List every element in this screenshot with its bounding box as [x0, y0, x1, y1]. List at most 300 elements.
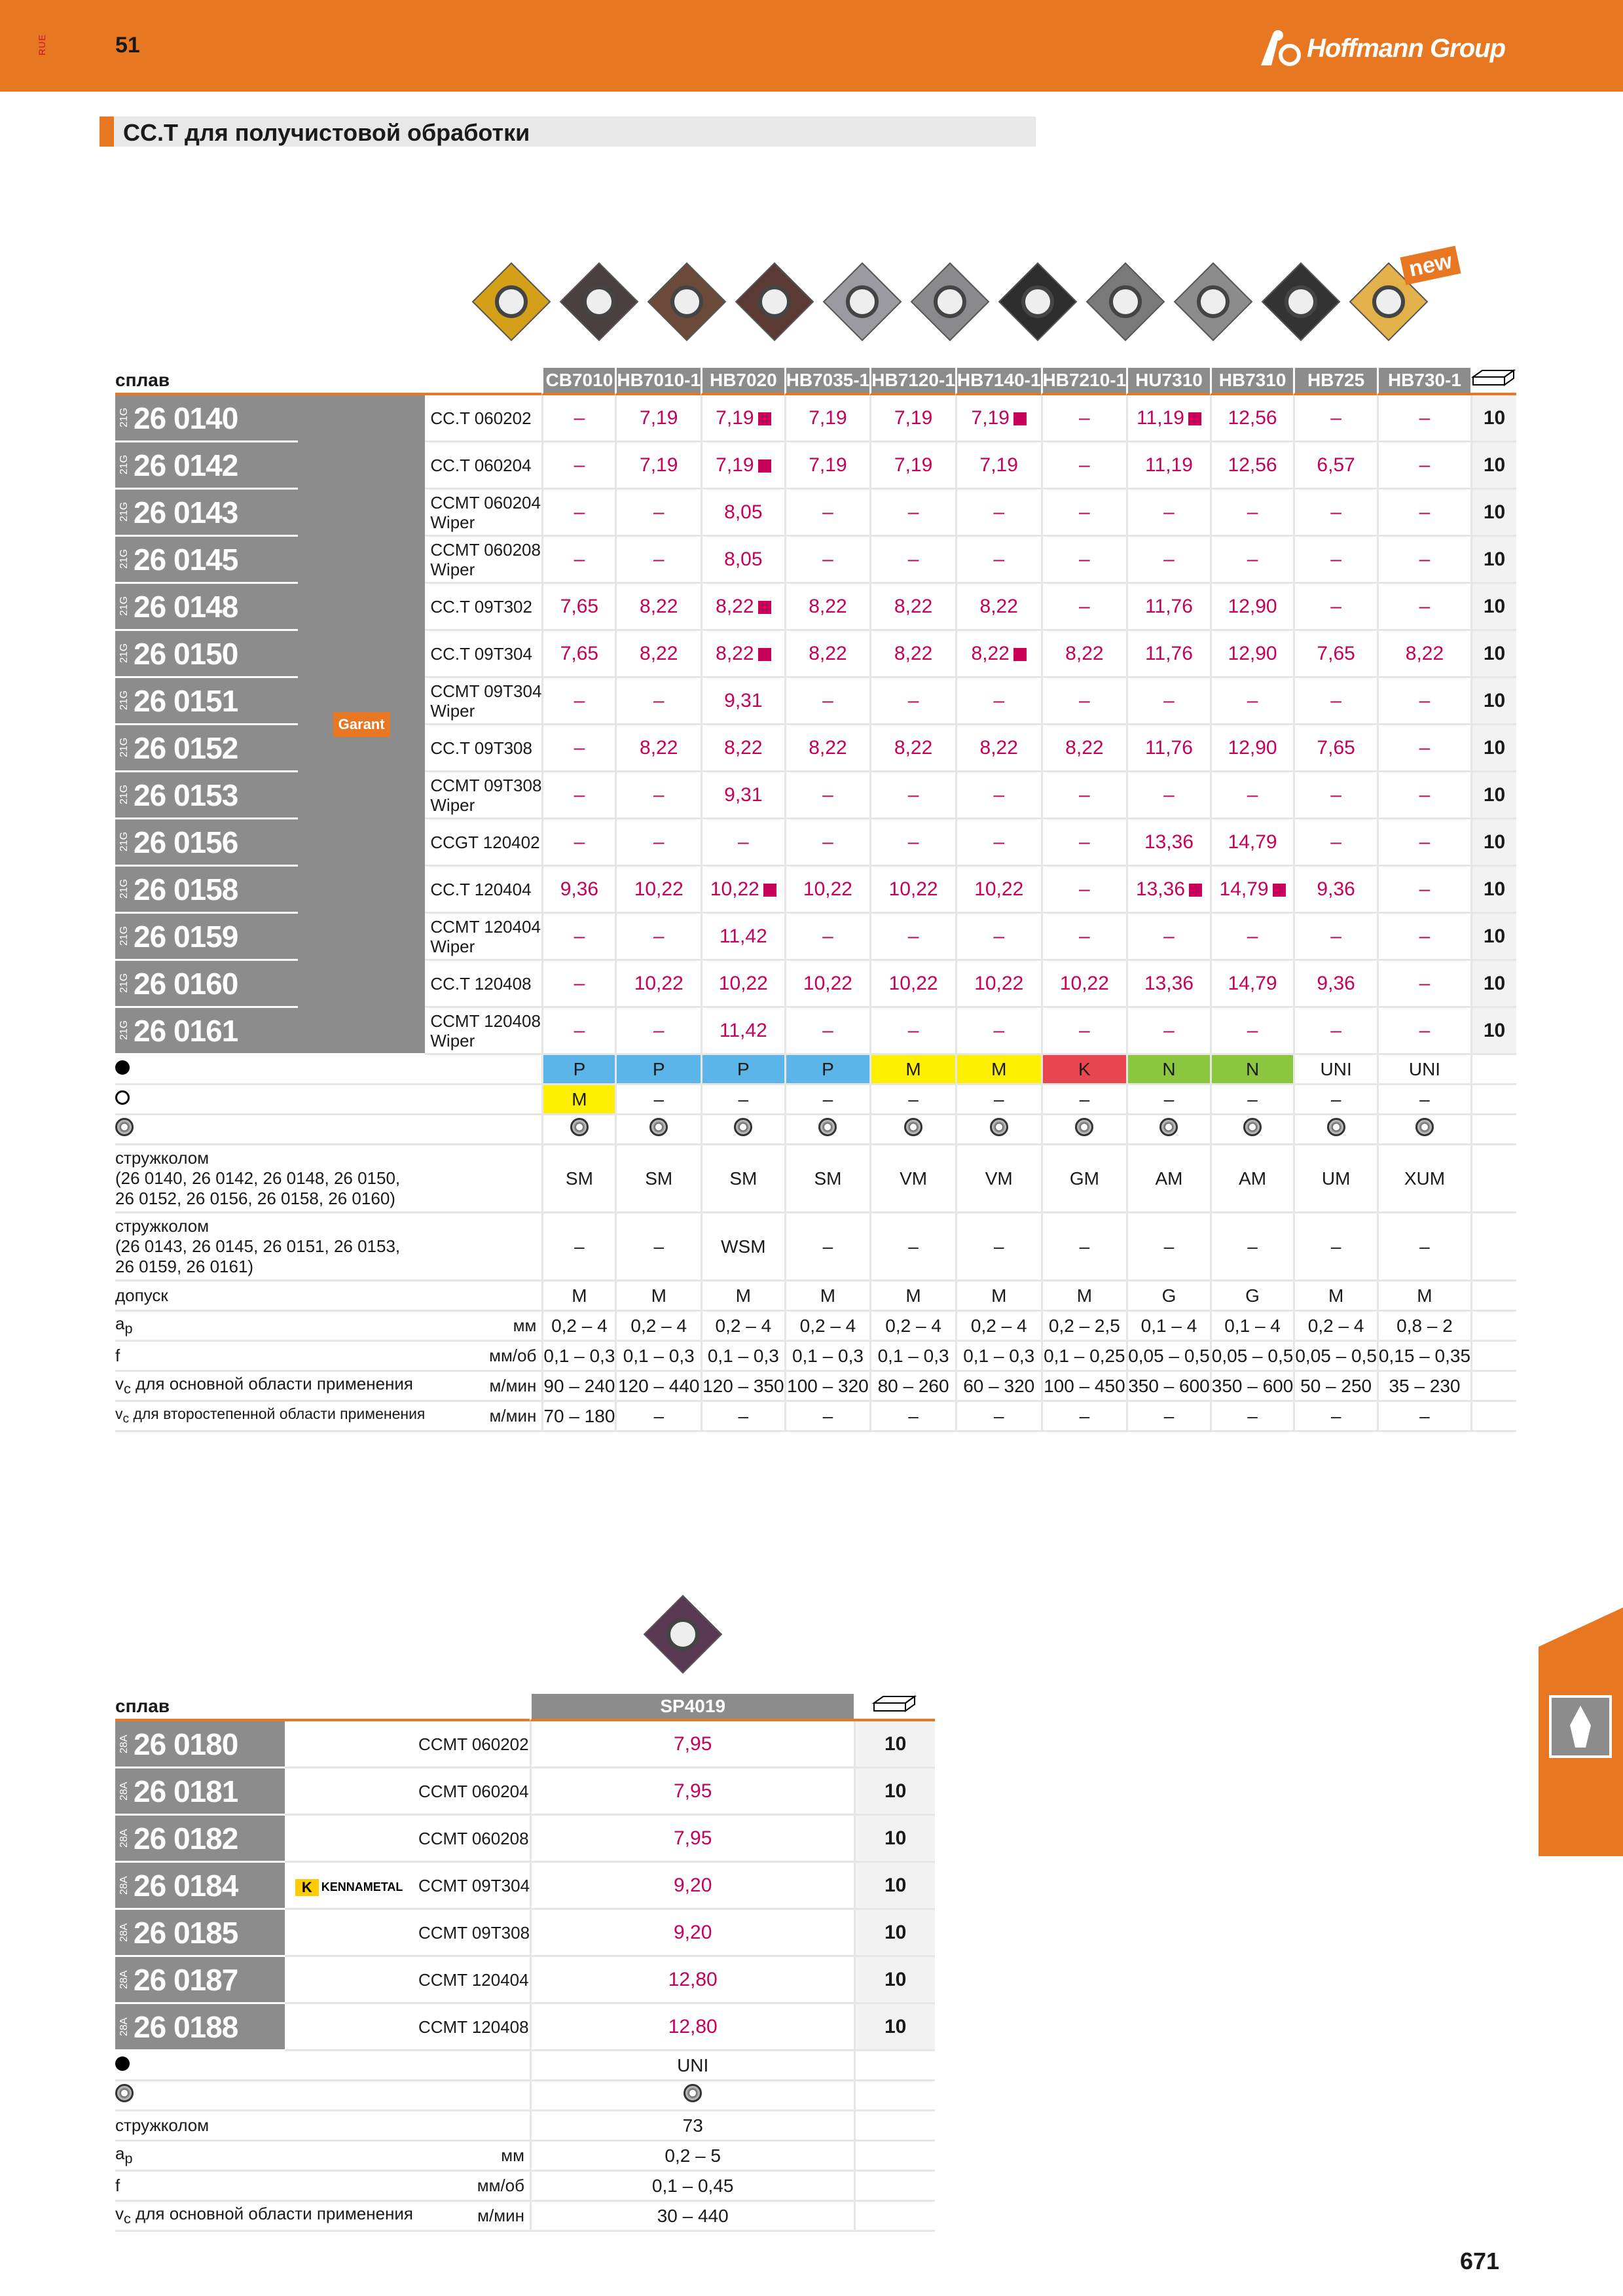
price-cell: –	[541, 725, 615, 772]
price-cell: –	[869, 537, 955, 584]
grade-HB7020: HB7020	[701, 368, 784, 395]
depth-ap-value: 0,1 – 4	[1210, 1312, 1294, 1342]
designation-main: CCMT 060208	[430, 539, 541, 560]
alloy-label: сплав	[115, 368, 541, 395]
price-cell: –	[541, 442, 615, 490]
price-cell: 7,65	[1293, 725, 1377, 772]
price-cell: –	[1041, 584, 1127, 631]
insert-HB7210-1	[998, 262, 1078, 342]
title-accent	[100, 117, 114, 147]
price-cell: 9,31	[701, 678, 784, 725]
main-application-value: P	[701, 1055, 784, 1085]
table-row	[115, 395, 1516, 442]
tolerance-value: M	[1293, 1282, 1377, 1312]
vc-symbol: v	[115, 2204, 124, 2224]
designation: CCMT 09T308	[413, 1910, 530, 1957]
brand-cell	[285, 2004, 413, 2051]
article-num: 26 0160	[134, 966, 238, 1001]
main-application-value: P	[541, 1055, 615, 1085]
price-cell: –	[615, 678, 701, 725]
box-icon	[1470, 368, 1516, 395]
designation	[425, 395, 541, 442]
vc-main-value: 120 – 440	[615, 1372, 701, 1402]
price-cell: –	[1041, 442, 1127, 490]
depth-ap-label	[115, 2142, 413, 2172]
price-cell: 12,80	[530, 1957, 854, 2004]
tolerance-value: M	[1377, 1282, 1470, 1312]
article-prefix: 21G	[119, 1020, 130, 1040]
price-cell: –	[1377, 584, 1470, 631]
vc-main-value: 90 – 240	[541, 1372, 615, 1402]
designation-main: CC.T 09T302	[430, 596, 532, 617]
tolerance-blank	[1470, 1282, 1516, 1312]
price-cell: 8,22	[615, 584, 701, 631]
grade-header-row	[115, 368, 1516, 395]
price-cell: 13,36	[1126, 867, 1210, 914]
depth-ap-value: 0,1 – 4	[1126, 1312, 1210, 1342]
article-prefix: 21G	[119, 973, 130, 993]
price-cell: –	[784, 537, 870, 584]
insert-HB725	[1261, 262, 1341, 342]
designation-main: CC.T 060202	[430, 408, 532, 428]
vc-secondary-value: –	[955, 1402, 1041, 1432]
price-cell: 9,20	[530, 1863, 854, 1910]
feed-f-unit: мм/об	[413, 2172, 530, 2202]
main-application	[115, 1055, 1516, 1085]
gear-icon	[115, 2084, 134, 2102]
insert-geometry-value	[541, 1115, 615, 1145]
price-cell: –	[1041, 537, 1127, 584]
pack-qty: 10	[1470, 961, 1516, 1008]
brand-name: Hoffmann Group	[1306, 33, 1505, 63]
secondary-application-value: –	[784, 1085, 870, 1115]
price-cell: 8,22	[701, 725, 784, 772]
vc-main-value: 350 – 600	[1126, 1372, 1210, 1402]
pack-qty: 10	[854, 2004, 935, 2051]
kennametal-logo: K KENNAMETAL	[295, 1879, 403, 1896]
chipbreaker-2-label	[115, 1213, 425, 1282]
grade-SP4019: SP4019	[530, 1694, 854, 1721]
price-cell: –	[1126, 772, 1210, 819]
designation-main: CC.T 120408	[430, 973, 532, 994]
chipbreaker-1-label	[115, 1145, 425, 1213]
feed-f-value: 0,1 – 0,3	[955, 1342, 1041, 1372]
chapter-side-tab	[1539, 1607, 1623, 1856]
pack-qty: 10	[1470, 772, 1516, 819]
secondary-application-blank	[1470, 1085, 1516, 1115]
chipbreaker-icon	[818, 1118, 837, 1136]
feed-f-value: 0,1 – 0,3	[869, 1342, 955, 1372]
article-num: 26 0148	[134, 589, 238, 624]
price-cell: –	[1293, 395, 1377, 442]
pack-qty: 10	[854, 1816, 935, 1863]
vc-main-blank	[1470, 1372, 1516, 1402]
depth-ap-value: 0,2 – 4	[701, 1312, 784, 1342]
depth-ap-value: 0,2 – 4	[1293, 1312, 1377, 1342]
vc-sub: c	[122, 1412, 130, 1426]
article-number	[115, 490, 298, 537]
price-cell: –	[955, 537, 1041, 584]
price-cell: –	[1041, 1008, 1127, 1055]
chipbreaker-2	[115, 1213, 1516, 1282]
feed-f-value: 0,1 – 0,3	[784, 1342, 870, 1372]
price-cell: –	[955, 772, 1041, 819]
price-cell: 14,79	[1210, 819, 1294, 867]
vc-main-value: 50 – 250	[1293, 1372, 1377, 1402]
grade-HB725: HB725	[1293, 368, 1377, 395]
price-cell: 11,19	[1126, 442, 1210, 490]
price-cell: –	[541, 819, 615, 867]
price-cell: 7,19	[784, 395, 870, 442]
chipbreaker-icon	[1327, 1118, 1345, 1136]
price-cell: –	[784, 490, 870, 537]
designation: CCMT 060208	[413, 1816, 530, 1863]
price-cell: 12,90	[1210, 584, 1294, 631]
price-cell: –	[615, 819, 701, 867]
grade-CB7010: CB7010	[541, 368, 615, 395]
tolerance-value: G	[1126, 1282, 1210, 1312]
depth-ap-value: 0,2 – 5	[530, 2142, 854, 2172]
chipbreaker-2-text: (26 0143, 26 0145, 26 0151, 26 0153,	[115, 1236, 401, 1256]
price-cell: –	[955, 914, 1041, 961]
chipbreaker-1-value: UM	[1293, 1145, 1377, 1213]
price-cell: –	[701, 819, 784, 867]
section-title: CC.T для получистовой обработки	[123, 119, 530, 146]
designation-sub: Wiper	[430, 559, 475, 579]
article-number	[115, 1721, 285, 1768]
vc-secondary-value: –	[1293, 1402, 1377, 1432]
main-application-value: N	[1210, 1055, 1294, 1085]
price-cell: –	[1293, 914, 1377, 961]
article-prefix: 21G	[119, 643, 130, 663]
price-cell: 7,19	[955, 442, 1041, 490]
brand-cell	[285, 1768, 413, 1816]
price-cell: –	[1041, 914, 1127, 961]
feed-f-value: 0,05 – 0,5	[1126, 1342, 1210, 1372]
price-cell: 7,19	[869, 442, 955, 490]
vc-main-unit: м/мин	[425, 1372, 541, 1402]
chipbreaker-icon	[1415, 1118, 1434, 1136]
article-num: 26 0151	[134, 683, 238, 718]
article-prefix: 28A	[119, 1829, 130, 1848]
open-circle-icon	[115, 1090, 130, 1105]
page-number: 671	[1460, 2248, 1500, 2274]
price-cell: –	[541, 961, 615, 1008]
price-cell: –	[784, 819, 870, 867]
chipbreaker-icon	[570, 1118, 589, 1136]
insert-HB7140-1	[910, 262, 990, 342]
designation-main: CCMT 09T304	[430, 681, 542, 701]
price-cell: –	[1210, 772, 1294, 819]
stock-marker	[1013, 648, 1027, 661]
insert-geometry	[115, 1115, 1516, 1145]
price-cell: –	[1041, 867, 1127, 914]
grade-HU7310: HU7310	[1126, 368, 1210, 395]
price-cell: –	[1210, 1008, 1294, 1055]
price-cell: –	[955, 1008, 1041, 1055]
price-cell: –	[869, 490, 955, 537]
feed-f-unit: мм/об	[425, 1342, 541, 1372]
pack-qty: 10	[854, 1721, 935, 1768]
price-cell: 10,22	[784, 961, 870, 1008]
depth-ap	[115, 1312, 1516, 1342]
price-cell: –	[541, 1008, 615, 1055]
designation	[425, 678, 541, 725]
insert-geometry-value	[1126, 1115, 1210, 1145]
vc-secondary-value: –	[784, 1402, 870, 1432]
chipbreaker-icon	[684, 2084, 702, 2102]
secondary-application-value: –	[1293, 1085, 1377, 1115]
price-cell: –	[1041, 772, 1127, 819]
chipbreaker-blank	[854, 2111, 935, 2142]
designation	[425, 584, 541, 631]
vc-main-value: 80 – 260	[869, 1372, 955, 1402]
vc-secondary-value: –	[1041, 1402, 1127, 1432]
kennametal-k-icon: K	[295, 1879, 319, 1896]
price-cell: 8,22	[784, 725, 870, 772]
price-cell: –	[869, 678, 955, 725]
insert-HB7120-1	[822, 262, 902, 342]
main-application-label	[115, 2051, 413, 2081]
vc-main-value: 120 – 350	[701, 1372, 784, 1402]
article-prefix: 21G	[119, 737, 130, 757]
designation	[425, 961, 541, 1008]
article-num: 26 0140	[134, 401, 238, 435]
article-prefix: 28A	[119, 2017, 130, 2036]
gear-icon	[115, 1118, 134, 1136]
designation	[425, 442, 541, 490]
vc-secondary-value: –	[1377, 1402, 1470, 1432]
designation-main: CCMT 120408	[430, 1011, 541, 1031]
price-cell: –	[784, 914, 870, 961]
price-cell: –	[1041, 395, 1127, 442]
chipbreaker-2-value: –	[1041, 1213, 1127, 1282]
depth-ap-value: 0,2 – 4	[615, 1312, 701, 1342]
grade-HB7210-1: HB7210-1	[1041, 368, 1127, 395]
price-cell: –	[1377, 442, 1470, 490]
main-application-value: UNI	[1377, 1055, 1470, 1085]
insert-HU7310	[1085, 262, 1165, 342]
tolerance-value: M	[869, 1282, 955, 1312]
price-cell: 10,22	[869, 867, 955, 914]
chipbreaker-icon	[1159, 1118, 1178, 1136]
price-cell: 8,22	[955, 631, 1041, 678]
secondary-application-value: –	[955, 1085, 1041, 1115]
price-cell: –	[615, 537, 701, 584]
product-table-1	[115, 368, 1507, 1432]
pack-qty: 10	[1470, 490, 1516, 537]
price-cell: 7,95	[530, 1721, 854, 1768]
price-cell: –	[1377, 961, 1470, 1008]
chipbreaker-icon	[734, 1118, 752, 1136]
chipbreaker-icon	[990, 1118, 1008, 1136]
price-cell: 7,19	[955, 395, 1041, 442]
designation	[425, 631, 541, 678]
table-row	[115, 1768, 935, 1816]
price-cell: –	[1041, 819, 1127, 867]
price-cell: 11,42	[701, 914, 784, 961]
brand-cell	[298, 395, 426, 1055]
price-cell: 10,22	[701, 961, 784, 1008]
designation-sub: Wiper	[430, 512, 475, 532]
article-prefix: 21G	[119, 501, 130, 522]
article-num: 26 0184	[134, 1868, 238, 1903]
article-num: 26 0145	[134, 542, 238, 577]
price-cell: –	[955, 819, 1041, 867]
article-num: 26 0142	[134, 448, 238, 482]
vc-main-unit: м/мин	[413, 2202, 530, 2232]
price-cell: 9,36	[541, 867, 615, 914]
insert-geometry-value	[955, 1115, 1041, 1145]
designation	[425, 914, 541, 961]
chipbreaker-1-value: XUM	[1377, 1145, 1470, 1213]
article-number	[115, 631, 298, 678]
tolerance-value: M	[615, 1282, 701, 1312]
price-cell: 13,36	[1126, 819, 1210, 867]
feed-f-value: 0,1 – 0,3	[615, 1342, 701, 1372]
article-prefix: 28A	[119, 1923, 130, 1942]
price-cell: –	[1377, 867, 1470, 914]
designation	[425, 537, 541, 584]
price-cell: –	[869, 914, 955, 961]
price-cell: –	[784, 678, 870, 725]
chipbreaker-2-text: 26 0159, 26 0161)	[115, 1257, 254, 1276]
article-prefix: 21G	[119, 831, 130, 852]
depth-ap-value: 0,2 – 2,5	[1041, 1312, 1127, 1342]
article-prefix: 28A	[119, 1782, 130, 1801]
price-cell: 7,19	[784, 442, 870, 490]
secondary-application-value: –	[1377, 1085, 1470, 1115]
feed-f	[115, 2172, 935, 2202]
ap-sub: p	[124, 1320, 133, 1337]
price-cell: –	[615, 490, 701, 537]
price-cell: 8,05	[701, 490, 784, 537]
price-cell: 8,22	[1377, 631, 1470, 678]
chipbreaker-1-value: AM	[1126, 1145, 1210, 1213]
price-cell: 8,22	[1041, 631, 1127, 678]
grade-HB7140-1: HB7140-1	[955, 368, 1041, 395]
price-cell: –	[1377, 725, 1470, 772]
depth-ap-blank	[1470, 1312, 1516, 1342]
chipbreaker-1-value: VM	[955, 1145, 1041, 1213]
depth-ap	[115, 2142, 935, 2172]
grade-HB7010-1: HB7010-1	[615, 368, 701, 395]
article-num: 26 0150	[134, 636, 238, 671]
price-cell: –	[1126, 537, 1210, 584]
article-number	[115, 725, 298, 772]
feed-f-value: 0,05 – 0,5	[1293, 1342, 1377, 1372]
designation-main: CCMT 120404	[430, 916, 541, 937]
price-cell: 14,79	[1210, 867, 1294, 914]
insert-geometry-value	[1377, 1115, 1470, 1145]
secondary-application-value: –	[869, 1085, 955, 1115]
price-cell: 7,19	[701, 395, 784, 442]
pack-qty: 10	[854, 1957, 935, 2004]
chipbreaker-1-text: 26 0152, 26 0156, 26 0158, 26 0160)	[115, 1189, 395, 1208]
insert-HB7310	[1173, 262, 1253, 342]
price-cell: 6,57	[1293, 442, 1377, 490]
price-cell: –	[1293, 537, 1377, 584]
article-prefix: 21G	[119, 784, 130, 804]
article-number	[115, 1008, 298, 1055]
depth-ap-value: 0,8 – 2	[1377, 1312, 1470, 1342]
article-num: 26 0182	[134, 1821, 238, 1856]
table-row	[115, 1863, 935, 1910]
price-cell: –	[541, 537, 615, 584]
price-cell: –	[1377, 395, 1470, 442]
feed-f-label: f	[115, 2172, 413, 2202]
secondary-application-value: –	[1210, 1085, 1294, 1115]
price-cell: 8,22	[701, 584, 784, 631]
article-number	[115, 772, 298, 819]
price-cell: –	[784, 1008, 870, 1055]
price-cell: 10,22	[615, 867, 701, 914]
insert-HB7035-1	[735, 262, 814, 342]
price-cell: 10,22	[1041, 961, 1127, 1008]
chipbreaker-2-value: –	[1293, 1213, 1377, 1282]
pack-qty: 10	[1470, 537, 1516, 584]
vc-main-value: 60 – 320	[955, 1372, 1041, 1402]
chipbreaker-1-unit	[425, 1145, 541, 1213]
chipbreaker-2-value: –	[1377, 1213, 1470, 1282]
price-cell: –	[1377, 772, 1470, 819]
price-cell: 8,22	[784, 631, 870, 678]
chipbreaker-1-value: GM	[1041, 1145, 1127, 1213]
pack-qty: 10	[854, 1768, 935, 1816]
article-num: 26 0158	[134, 872, 238, 906]
chipbreaker-icon	[1075, 1118, 1093, 1136]
article-prefix: 21G	[119, 454, 130, 475]
article-number	[115, 584, 298, 631]
grade-HB7120-1: HB7120-1	[869, 368, 955, 395]
price-cell: 7,65	[541, 584, 615, 631]
vc-secondary	[115, 1402, 1516, 1432]
insert-geometry-value	[701, 1115, 784, 1145]
tolerance-value: M	[541, 1282, 615, 1312]
article-num: 26 0143	[134, 495, 238, 529]
main-application-value: M	[955, 1055, 1041, 1085]
secondary-application-value: –	[701, 1085, 784, 1115]
chipbreaker-2-value: –	[784, 1213, 870, 1282]
price-cell: –	[1293, 678, 1377, 725]
insert-geometry	[115, 2081, 935, 2111]
article-prefix: 21G	[119, 596, 130, 616]
price-cell: –	[869, 1008, 955, 1055]
section-title-bar	[100, 117, 1036, 147]
article-number	[115, 442, 298, 490]
article-number	[115, 819, 298, 867]
designation-sub: Wiper	[430, 700, 475, 721]
price-cell: 8,22	[955, 725, 1041, 772]
article-num: 26 0153	[134, 778, 238, 812]
insert-geometry-value	[1041, 1115, 1127, 1145]
filled-dot-icon	[115, 2056, 130, 2071]
depth-ap-value: 0,2 – 4	[541, 1312, 615, 1342]
designation-main: CC.T 060204	[430, 455, 532, 475]
main-application-label	[115, 1055, 425, 1085]
price-cell: –	[1293, 819, 1377, 867]
chipbreaker-2-value: –	[1126, 1213, 1210, 1282]
ap-symbol: a	[115, 1314, 125, 1334]
article-number	[115, 678, 298, 725]
pack-qty: 10	[1470, 1008, 1516, 1055]
price-cell: 10,22	[955, 961, 1041, 1008]
feed-f-value: 0,1 – 0,25	[1041, 1342, 1127, 1372]
price-cell: –	[784, 772, 870, 819]
article-prefix: 21G	[119, 878, 130, 899]
price-cell: 7,95	[530, 1816, 854, 1863]
stock-marker	[763, 884, 776, 897]
